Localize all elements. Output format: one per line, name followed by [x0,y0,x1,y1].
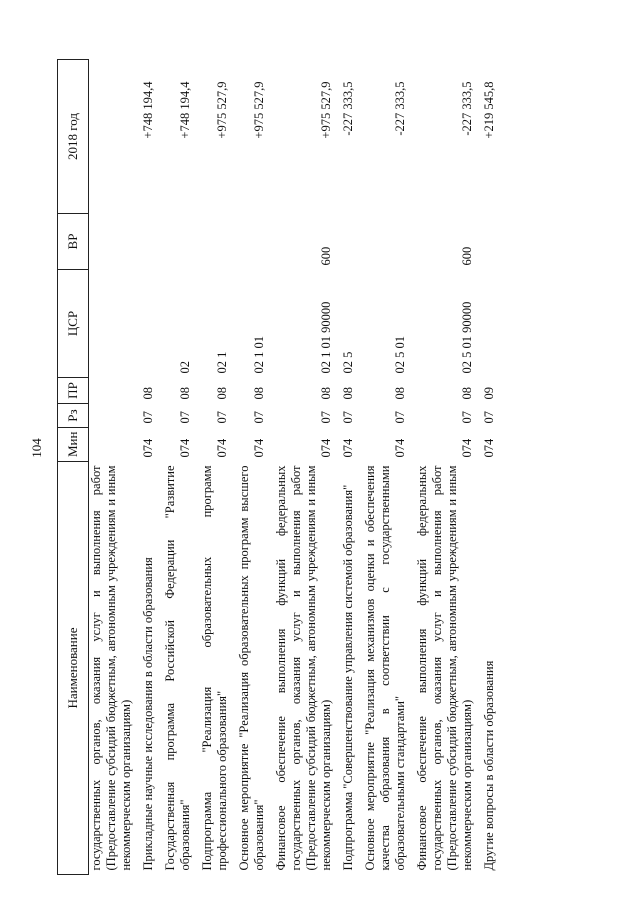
row-pr: 08 [178,387,192,400]
row-min: 074 [341,438,355,458]
row-min: 074 [252,438,266,458]
row-sum: +748 194,4 [178,81,192,139]
row-vr [197,214,234,270]
row-vr: 600 [319,246,333,266]
header-csr: ЦСР [58,270,89,378]
row-rz: 07 [393,411,407,424]
row-rz: 07 [482,411,496,424]
row-rz: 07 [178,411,192,424]
row-name: Основное мероприятие "Реализация механизмов оценки и обеспечения качества образования в соответствии с государственными образовательными стандартами" [363,465,407,871]
row-vr [89,214,139,270]
table-row [89,60,139,875]
page-number: 104 [29,438,44,458]
row-pr: 08 [319,387,333,400]
row-min: 074 [215,438,229,458]
row-sum: +975 527,9 [319,81,333,139]
row-min: 074 [460,438,474,458]
row-name: Подпрограмма "Совершенствование управления системой образования" [341,484,355,871]
row-sum: -227 333,5 [460,81,474,136]
row-pr: 08 [460,387,474,400]
row-csr [138,270,160,378]
table-row [360,60,412,875]
row-vr: 600 [460,246,474,266]
row-name: государственных органов, оказания услуг и выполнения работ (Предоставление субсидий бюджетным, автономным учреждениям и иным некоммерческим организациям) [89,465,133,871]
row-vr [160,214,197,270]
row-name: Основное мероприятие "Реализация образовательных программ высшего образования" [237,465,266,871]
row-rz: 07 [319,411,333,424]
header-vr: ВР [58,214,89,270]
table-row [479,60,501,875]
row-min [89,428,139,462]
row-csr: 02 5 01 90000 [460,301,474,374]
row-csr: 02 [178,361,192,374]
table-header [58,60,89,875]
header-year: 2018 год [58,60,89,214]
row-sum: +975 527,9 [252,81,266,139]
row-sum [89,60,139,214]
row-pr: 08 [252,387,266,400]
row-name: Подпрограмма "Реализация образовательных программ профессионального образования" [200,465,229,871]
row-pr: 09 [482,387,496,400]
table-row [412,60,479,875]
row-csr: 02 5 [341,351,355,374]
table-row [271,60,338,875]
row-pr: 08 [141,387,155,400]
row-min: 074 [319,438,333,458]
row-rz: 07 [141,411,155,424]
row-rz [89,404,139,428]
row-csr: 02 1 01 90000 [319,301,333,374]
row-min: 074 [141,438,155,458]
row-csr [479,270,501,378]
row-vr [360,214,412,270]
row-sum: -227 333,5 [341,81,355,136]
header-name: Наименование [58,462,89,875]
table-row [160,60,197,875]
row-min: 074 [178,438,192,458]
row-sum: -227 333,5 [393,81,407,136]
row-rz: 07 [215,411,229,424]
row-pr: 08 [341,387,355,400]
row-csr: 02 1 [215,351,229,374]
table-row [197,60,234,875]
row-min: 074 [393,438,407,458]
budget-table-sheet [57,60,597,875]
row-sum: +219 545,8 [482,81,496,139]
row-pr [89,378,139,404]
row-name: Финансовое обеспечение выполнения функций федеральных государственных органов, оказания услуг и выполнения работ (Предоставление субсидий бюджетным, автономным учреждениям и иным некоммерческим организациям) [415,465,474,871]
row-pr: 08 [393,387,407,400]
row-name: Прикладные научные исследования в области образования [141,557,155,871]
header-pr: ПР [58,378,89,404]
header-min: Мин [58,428,89,462]
table-body [89,60,502,875]
row-vr [234,214,271,270]
row-rz: 07 [341,411,355,424]
row-min: 074 [482,438,496,458]
row-csr: 02 1 01 [252,336,266,374]
row-pr: 08 [215,387,229,400]
row-name: Государственная программа Российской Федерации "Развитие образования" [163,465,192,871]
row-name: Другие вопросы в области образования [482,660,496,871]
header-rz: Рз [58,404,89,428]
row-sum: +975 527,9 [215,81,229,139]
row-sum: +748 194,4 [141,81,155,139]
table-row [138,60,160,875]
row-name: Финансовое обеспечение выполнения функций федеральных государственных органов, оказания услуг и выполнения работ (Предоставление субсидий бюджетным, автономным учреждениям и иным некоммерческим организациям) [274,465,333,871]
row-vr [338,214,360,270]
row-csr: 02 5 01 [393,336,407,374]
budget-table [57,59,501,875]
row-vr [138,214,160,270]
row-rz: 07 [252,411,266,424]
table-row [234,60,271,875]
row-rz: 07 [460,411,474,424]
row-vr [479,214,501,270]
row-csr [89,270,139,378]
table-row [338,60,360,875]
